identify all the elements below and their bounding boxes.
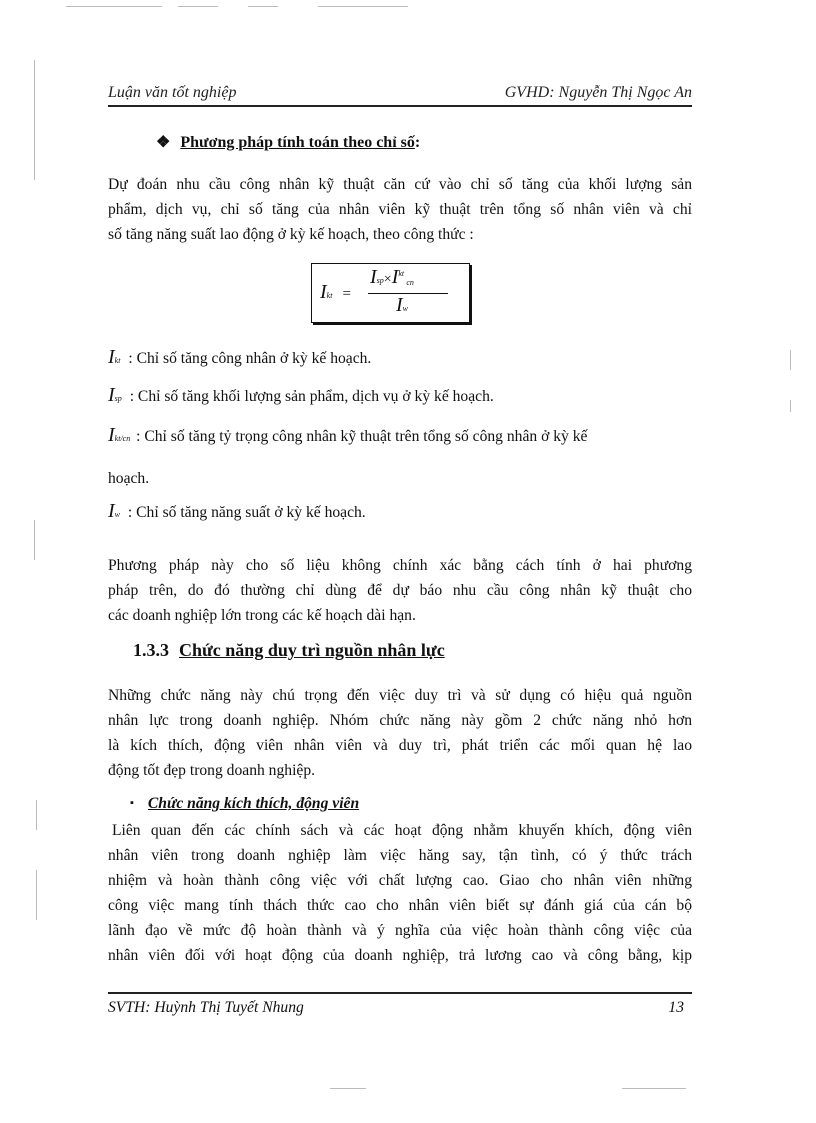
scan-mark xyxy=(36,870,37,920)
diamond-bullet-icon: ❖ xyxy=(156,134,171,151)
text-line: nhân viên trong doanh nghiệp làm việc hăng say, tận tình, có ý thức trách xyxy=(108,847,692,864)
text-line: là kích thích, động viên nhân viên và duy trì, phát triển các mối quan hệ lao xyxy=(108,737,692,754)
text-line: Phương pháp này cho số liệu không chính xác bằng cách tính ở hai phương xyxy=(108,557,692,574)
text-line: Dự đoán nhu cầu công nhân kỹ thuật căn cứ vào chỉ số tăng của khối lượng sản xyxy=(108,176,692,193)
header-rule xyxy=(108,105,692,107)
method-heading xyxy=(156,132,420,152)
page-number: 13 xyxy=(668,999,684,1016)
subsection-title: Chức năng kích thích, động viên xyxy=(147,795,360,812)
header-right: GVHD: Nguyễn Thị Ngọc An xyxy=(504,84,692,101)
subsection-body xyxy=(108,818,692,968)
method-heading-title: Phương pháp tính toán theo chỉ số xyxy=(180,134,415,151)
scan-mark xyxy=(622,1088,686,1089)
method-heading-colon: : xyxy=(414,134,421,151)
text-line: các doanh nghiệp lớn trong các kế hoạch dài hạn. xyxy=(108,607,416,624)
footer-rule xyxy=(108,992,692,994)
scan-mark xyxy=(248,6,278,7)
definition-w: Iw : Chỉ số tăng năng suất ở kỳ kế hoạch. xyxy=(108,500,366,522)
text-line: pháp trên, do đó thường chỉ dùng để dự báo nhu cầu công nhân kỹ thuật cho xyxy=(108,582,692,599)
definition-sp: Isp : Chỉ số tăng khối lượng sản phẩm, dịch vụ ở kỳ kế hoạch. xyxy=(108,384,494,406)
text-line: lãnh đạo về mức độ hoàn thành và ý nghĩa của việc hoàn thành công việc của xyxy=(108,922,692,939)
formula-box xyxy=(311,263,470,323)
scan-mark xyxy=(178,6,218,7)
method-intro xyxy=(108,172,692,247)
text-line: Những chức năng này chú trọng đến việc duy trì và sử dụng có hiệu quả nguồn xyxy=(108,687,692,704)
section-number: 1.3.3 xyxy=(133,640,169,660)
section-title: Chức năng duy trì nguồn nhân lực xyxy=(179,640,445,660)
text-line: Liên quan đến các chính sách và các hoạt động nhằm khuyến khích, động viên xyxy=(112,822,692,839)
text-line: số tăng năng suất lao động ở kỳ kế hoạch, theo công thức : xyxy=(108,226,474,243)
text-line: nhiệm và hoàn thành công việc với chất lượng cao. Giao cho nhân viên những xyxy=(108,872,692,889)
scan-mark xyxy=(34,520,35,560)
formula-fraction-sub: kt cn xyxy=(398,269,414,287)
section-133-body xyxy=(108,683,692,783)
method-note xyxy=(108,553,692,628)
formula-lhs: Ikt = xyxy=(320,281,351,303)
scan-mark xyxy=(66,6,162,7)
formula-numerator: Isp×I kt cn xyxy=(370,266,416,289)
scan-mark xyxy=(36,800,37,830)
header-left: Luận văn tốt nghiệp xyxy=(108,84,237,101)
text-line: nhân viên đối với hoạt động của doanh nghiệp, trả lương cao và công bằng, kịp xyxy=(108,947,692,964)
subsection-heading xyxy=(130,795,359,813)
scan-mark xyxy=(330,1088,366,1089)
formula-denominator: Iw xyxy=(396,294,409,316)
scan-mark xyxy=(790,400,791,412)
text-line: công việc mang tính thách thức cao cho nhân viên biết sự đánh giá của cán bộ xyxy=(108,897,692,914)
text-line: nhân lực trong doanh nghiệp. Nhóm chức năng này gồm 2 chức năng nhỏ hơn xyxy=(108,712,692,729)
scan-mark xyxy=(790,350,791,370)
footer-left: SVTH: Huỳnh Thị Tuyết Nhung xyxy=(108,999,304,1016)
text-line: động tốt đẹp trong doanh nghiệp. xyxy=(108,762,316,779)
definition-kt: Ikt : Chỉ số tăng công nhân ở kỳ kế hoạch. xyxy=(108,346,372,368)
scan-mark xyxy=(318,6,408,7)
definition-continuation: hoạch. xyxy=(108,470,150,487)
scan-mark xyxy=(34,60,35,180)
square-bullet-icon: ▪ xyxy=(130,797,134,809)
section-heading-133 xyxy=(133,640,445,661)
definition-kt-cn: Ikt/cn : Chỉ số tăng tỷ trọng công nhân kỹ thuật trên tổng số công nhân ở kỳ kế xyxy=(108,424,588,446)
text-line: phẩm, dịch vụ, chỉ số tăng của nhân viên kỹ thuật trên tổng số nhân viên và chỉ xyxy=(108,201,692,218)
